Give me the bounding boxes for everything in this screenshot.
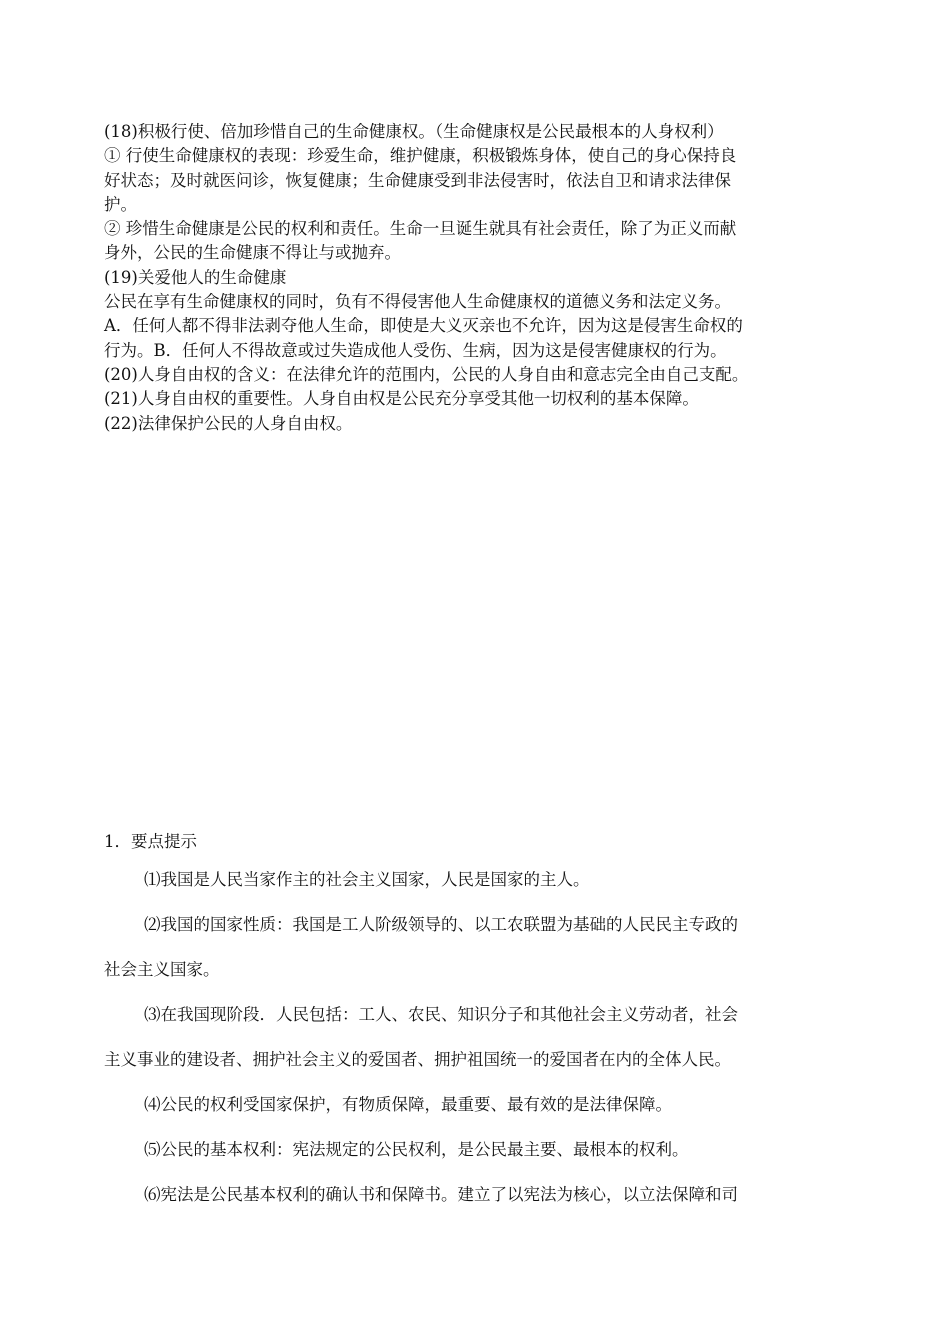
text-line: ⑷公民的权利受国家保护，有物质保障，最重要、最有效的是法律保障。 (144, 1095, 672, 1114)
text-line: ⑹宪法是公民基本权利的确认书和保障书。建立了以宪法为核心，以立法保障和司 (144, 1185, 738, 1204)
text-line: A．任何人都不得非法剥夺他人生命，即使是大义灭亲也不允许，因为这是侵害生命权的 (104, 316, 743, 336)
text-line: 护。 (104, 194, 137, 214)
section-heading: 1．要点提示 (104, 832, 197, 851)
text-line: 好状态；及时就医问诊，恢复健康；生命健康受到非法侵害时，依法自卫和请求法律保 (104, 170, 731, 190)
text-line: (21)人身自由权的重要性。人身自由权是公民充分享受其他一切权利的基本保障。 (104, 389, 699, 409)
text-line: (18)积极行使、倍加珍惜自己的生命健康权。（生命健康权是公民最根本的人身权利） (104, 122, 724, 141)
text-line: 行为。B．任何人不得故意或过失造成他人受伤、生病，因为这是侵害健康权的行为。 (104, 340, 727, 360)
text-line: ① 行使生命健康权的表现：珍爱生命，维护健康，积极锻炼身体，使自己的身心保持良 (104, 146, 737, 166)
text-line: 公民在享有生命健康权的同时，负有不得侵害他人生命健康权的道德义务和法定义务。 (104, 292, 731, 312)
text-line: (19)关爱他人的生命健康 (104, 267, 287, 287)
section-key-points (104, 830, 864, 1228)
text-line: ⑸公民的基本权利：宪法规定的公民权利，是公民最主要、最根本的权利。 (144, 1140, 689, 1159)
text-line: 身外，公民的生命健康不得让与或抛弃。 (104, 243, 401, 263)
text-line: 主义事业的建设者、拥护社会主义的爱国者、拥护祖国统一的爱国者在内的全体人民。 (104, 1050, 731, 1069)
text-line: (20)人身自由权的含义：在法律允许的范围内，公民的人身自由和意志完全由自己支配。 (104, 364, 749, 384)
section-life-health-rights (104, 120, 864, 436)
text-line: (22)法律保护公民的人身自由权。 (104, 413, 353, 433)
text-line: ② 珍惜生命健康是公民的权利和责任。生命一旦诞生就具有社会责任，除了为正义而献 (104, 219, 737, 239)
text-line: ⑵我国的国家性质：我国是工人阶级领导的、以工农联盟为基础的人民民主专政的 (144, 915, 738, 934)
text-line: ⑴我国是人民当家作主的社会主义国家，人民是国家的主人。 (144, 870, 590, 889)
text-line: ⑶在我国现阶段．人民包括：工人、农民、知识分子和其他社会主义劳动者，社会 (144, 1005, 738, 1024)
text-line: 社会主义国家。 (104, 960, 220, 979)
